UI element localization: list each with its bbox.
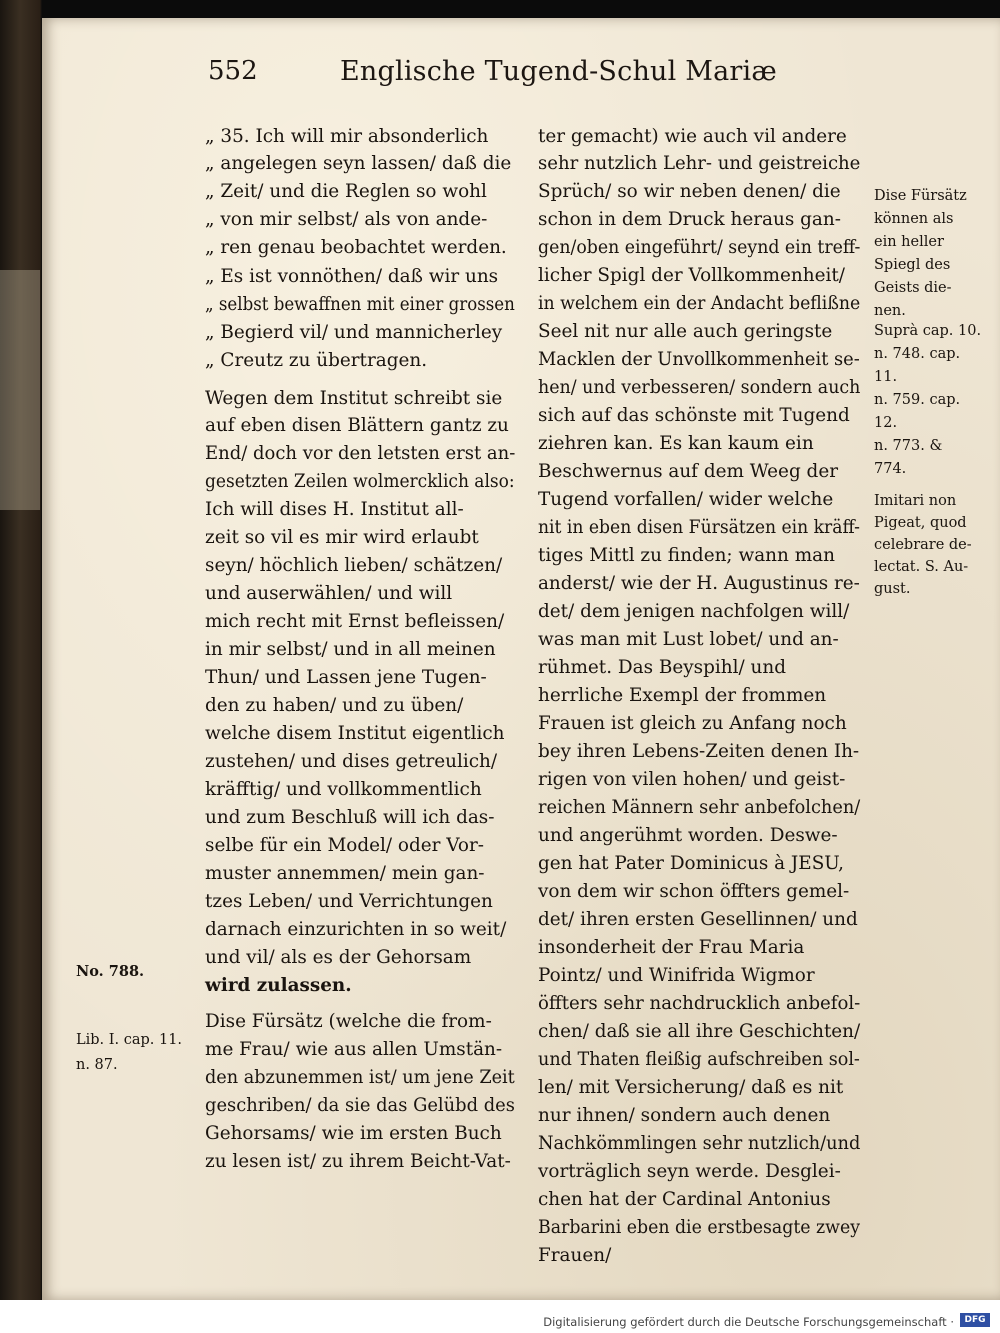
margin-note-line: Suprà cap. 10. [874, 323, 982, 339]
margin-note-line: Pigeat, quod [874, 515, 967, 531]
margin-note-line: Dise Fürsätz [874, 188, 967, 204]
text-line: selbe für ein Model/ oder Vor- [205, 835, 484, 856]
dfg-logo: DFG [960, 1313, 990, 1327]
text-line: und vil/ als es der Gehorsam [205, 947, 472, 968]
text-line: mich recht mit Ernst befleissen/ [205, 611, 505, 632]
text-line: End/ doch vor den letsten erst an- [205, 443, 516, 464]
text-line: Dise Fürsätz (welche die from- [205, 1011, 492, 1032]
text-line: sehr nutzlich Lehr- und geistreiche [538, 153, 861, 174]
book-page [42, 18, 1000, 1300]
text-line: „ ren genau beobachtet werden. [205, 237, 507, 258]
text-line: Beschwernus auf dem Weeg der [538, 461, 839, 482]
text-line: tzes Leben/ und Verrichtungen [205, 891, 493, 912]
text-line: zeit so vil es mir wird erlaubt [205, 527, 479, 548]
text-line: nit in eben disen Fürsätzen ein kräff- [538, 517, 860, 538]
text-line: ziehren kan. Es kan kaum ein [538, 433, 814, 454]
text-line: „ 35. Ich will mir absonderlich [205, 126, 489, 147]
text-line: seyn/ höchlich lieben/ schätzen/ [205, 555, 503, 576]
text-line: öffters sehr nachdrucklich anbefol- [538, 993, 861, 1014]
margin-note-line: n. 748. cap. [874, 346, 961, 362]
text-line: darnach einzurichten in so weit/ [205, 919, 507, 940]
text-line: Macklen der Unvollkommenheit se- [538, 349, 860, 370]
adjacent-page-edge [0, 270, 40, 510]
text-line: rigen von vilen hohen/ und geist- [538, 769, 846, 790]
text-line: gen hat Pater Dominicus à JESU, [538, 853, 844, 874]
text-line: „ Es ist vonnöthen/ daß wir uns [205, 266, 499, 287]
text-line: tiges Mittl zu finden; wann man [538, 545, 835, 566]
margin-reference: Lib. I. cap. 11. [76, 1032, 183, 1048]
text-line: kräfftig/ und vollkommentlich [205, 779, 482, 800]
text-line: herrliche Exempl der frommen [538, 685, 827, 706]
text-line: det/ dem jenigen nachfolgen will/ [538, 601, 850, 622]
text-line: Ich will dises H. Institut all- [205, 499, 464, 520]
margin-note-line: 774. [874, 461, 907, 477]
text-line: len/ mit Versicherung/ daß es nit [538, 1077, 844, 1098]
text-line: zustehen/ und dises getreulich/ [205, 751, 498, 772]
text-line: welche disem Institut eigentlich [205, 723, 505, 744]
text-line: schon in dem Druck heraus gan- [538, 209, 841, 230]
text-line: bey ihren Lebens-Zeiten denen Ih- [538, 741, 860, 762]
text-line: in mir selbst/ und in all meinen [205, 639, 496, 660]
text-line: anderst/ wie der H. Augustinus re- [538, 573, 860, 594]
text-line: sich auf das schönste mit Tugend [538, 405, 850, 426]
margin-note-line: Imitari non [874, 493, 957, 509]
text-line: insonderheit der Frau Maria [538, 937, 805, 958]
text-line: „ Zeit/ und die Reglen so wohl [205, 181, 487, 202]
margin-note-line: n. 773. & [874, 438, 943, 454]
text-line: ter gemacht) wie auch vil andere [538, 126, 847, 147]
margin-reference: No. 788. [76, 963, 145, 980]
text-line: Thun/ und Lassen jene Tugen- [205, 667, 487, 688]
text-line: von dem wir schon öffters gemel- [538, 881, 850, 902]
text-line: „ Begierd vil/ und mannicherley [205, 322, 503, 343]
text-line: was man mit Lust lobet/ und an- [538, 629, 839, 650]
text-line: hen/ und verbesseren/ sondern auch [538, 377, 861, 398]
text-line: det/ ihren ersten Gesellinnen/ und [538, 909, 858, 930]
text-line: Pointz/ und Winifrida Wigmor [538, 965, 815, 986]
margin-note-line: n. 759. cap. [874, 392, 961, 408]
text-line: Seel nit nur alle auch geringste [538, 321, 833, 342]
text-line: „ selbst bewaffnen mit einer grossen [205, 294, 515, 315]
text-line: und Thaten fleißig aufschreiben sol- [538, 1049, 860, 1070]
text-line: auf eben disen Blättern gantz zu [205, 415, 509, 436]
margin-note-line: können als [874, 211, 954, 227]
text-line: und angerühmt worden. Deswe- [538, 825, 838, 846]
margin-note-line: Geists die- [874, 280, 952, 296]
text-line: zu lesen ist/ zu ihrem Beicht-Vat- [205, 1151, 511, 1172]
text-line: me Frau/ wie aus allen Umstän- [205, 1039, 503, 1060]
margin-note-line: 11. [874, 369, 898, 385]
text-line: Frauen ist gleich zu Anfang noch [538, 713, 847, 734]
text-line: Barbarini eben die erstbesagte zwey [538, 1217, 861, 1238]
text-line: Nachkömmlingen sehr nutzlich/und [538, 1133, 861, 1154]
margin-note-line: Spiegl des [874, 257, 951, 273]
text-line: den abzunemmen ist/ um jene Zeit [205, 1067, 515, 1088]
margin-note-line: gust. [874, 581, 911, 597]
text-line: Tugend vorfallen/ wider welche [538, 489, 834, 510]
margin-note-line: lectat. S. Au- [874, 559, 969, 575]
text-line: chen/ daß sie all ihre Geschichten/ [538, 1021, 861, 1042]
text-line: „ Creutz zu übertragen. [205, 350, 428, 371]
page-number: 552 [208, 56, 258, 86]
text-line: „ von mir selbst/ als von ande- [205, 209, 488, 230]
text-line: und auserwählen/ und will [205, 583, 453, 604]
text-line: reichen Männern sehr anbefolchen/ [538, 797, 861, 818]
running-title: Englische Tugend-Schul Mariæ [340, 56, 777, 87]
text-line: Wegen dem Institut schreibt sie [205, 388, 503, 409]
text-line: Sprüch/ so wir neben denen/ die [538, 181, 841, 202]
text-line: in welchem ein der Andacht beflißne [538, 293, 861, 314]
text-line: nur ihnen/ sondern auch denen [538, 1105, 831, 1126]
text-line: Gehorsams/ wie im ersten Buch [205, 1123, 502, 1144]
text-line: gen/oben eingeführt/ seynd ein treff- [538, 237, 861, 258]
text-line: „ angelegen seyn lassen/ daß die [205, 153, 512, 174]
margin-note-line: nen. [874, 303, 906, 319]
text-line: chen hat der Cardinal Antonius [538, 1189, 831, 1210]
text-line: und zum Beschluß will ich das- [205, 807, 495, 828]
text-line: gesetzten Zeilen wolmercklich also: [205, 471, 515, 492]
margin-note-line: ein heller [874, 234, 944, 250]
text-line: vorträglich seyn werde. Desglei- [538, 1161, 841, 1182]
footer-credit: Digitalisierung gefördert durch die Deutsche Forschungsgemeinschaft · [543, 1315, 954, 1329]
text-line: licher Spigl der Vollkommenheit/ [538, 265, 845, 286]
text-line: muster annemmen/ mein gan- [205, 863, 485, 884]
text-line: rühmet. Das Beyspihl/ und [538, 657, 786, 678]
text-line: wird zulassen. [205, 975, 352, 996]
text-line: den zu haben/ und zu üben/ [205, 695, 464, 716]
margin-note-line: celebrare de- [874, 537, 972, 553]
text-line: Frauen/ [538, 1245, 612, 1266]
text-line: geschriben/ da sie das Gelübd des [205, 1095, 515, 1116]
margin-reference: n. 87. [76, 1057, 118, 1073]
margin-note-line: 12. [874, 415, 898, 431]
